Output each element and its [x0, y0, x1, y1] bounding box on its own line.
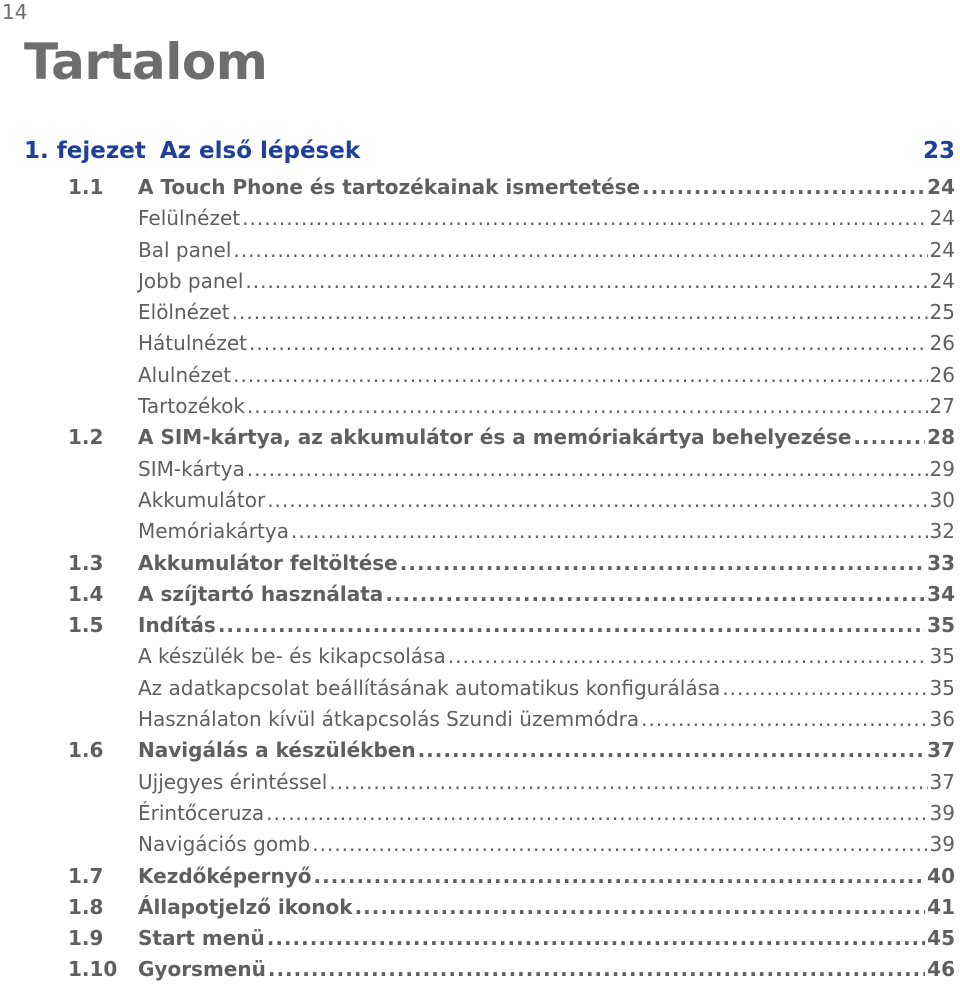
page-number: 14 — [2, 0, 28, 24]
toc-entry-page: 24 — [929, 268, 955, 293]
toc-entry-title: Navigációs gomb — [138, 832, 311, 857]
toc-entry-number: 1.8 — [68, 894, 104, 919]
toc-entry-page: 34 — [927, 581, 955, 606]
toc-entry-title: Állapotjelző ikonok — [138, 894, 353, 919]
toc-entry-title: Indítás — [138, 613, 216, 638]
toc-entry-title: Hátulnézet — [138, 331, 247, 356]
dot-leader — [245, 266, 927, 297]
toc-entry-number: 1.6 — [68, 738, 104, 763]
toc-section-row[interactable] — [24, 422, 955, 453]
toc-section-row[interactable] — [24, 954, 955, 985]
toc-subsection-row[interactable] — [24, 673, 955, 704]
toc-entry-page: 35 — [927, 613, 955, 638]
toc-entry-number: 1.10 — [68, 957, 118, 982]
dot-leader — [355, 892, 926, 923]
toc-subsection-row[interactable] — [24, 203, 955, 234]
toc-entry-title: Felülnézet — [138, 206, 241, 231]
toc-subsection-row[interactable] — [24, 829, 955, 860]
toc-section-row[interactable] — [24, 861, 955, 892]
toc-entry-number: 1.5 — [68, 613, 104, 638]
dot-leader — [233, 235, 927, 266]
toc-entry-page: 45 — [927, 926, 955, 951]
toc-entry-title: Tartozékok — [138, 394, 245, 419]
toc-entry-page: 29 — [929, 456, 955, 481]
toc-entry-title: A készülék be- és kikapcsolása — [138, 644, 446, 669]
toc-entry-title: Bal panel — [138, 237, 232, 262]
toc-entry-page: 24 — [929, 237, 955, 262]
toc-entry-page: 39 — [929, 832, 955, 857]
dot-leader — [218, 610, 925, 641]
dot-leader — [448, 641, 928, 672]
dot-leader — [385, 579, 925, 610]
toc-entry-title: Navigálás a készülékben — [138, 738, 416, 763]
toc-entry-title: Kezdőképernyő — [138, 863, 312, 888]
toc-subsection-row[interactable] — [24, 767, 955, 798]
toc-subsection-row[interactable] — [24, 485, 955, 516]
toc-subsection-row[interactable] — [24, 454, 955, 485]
dot-leader — [242, 203, 927, 234]
toc-entry-title: SIM-kártya — [138, 456, 245, 481]
toc-subsection-row[interactable] — [24, 235, 955, 266]
toc-entry-page: 25 — [929, 300, 955, 325]
dot-leader — [722, 673, 927, 704]
toc-section-row[interactable] — [24, 923, 955, 954]
toc-entry-page: 24 — [927, 175, 955, 199]
toc-entry-page: 26 — [929, 362, 955, 387]
toc-entry-title: Ujjegyes érintéssel — [138, 769, 328, 794]
toc-entry-title: Gyorsmenü — [138, 957, 266, 982]
toc-entry-title: Start menü — [138, 926, 265, 951]
toc-entry-number: 1.1 — [68, 175, 104, 199]
toc-subsection-row[interactable] — [24, 798, 955, 829]
toc-entry-page: 35 — [929, 675, 955, 700]
toc-entry-page: 46 — [927, 957, 955, 982]
toc-entry-page: 32 — [929, 519, 955, 544]
dot-leader — [233, 360, 927, 391]
toc-entry-number: 1.3 — [68, 550, 104, 575]
toc-entry-page: 26 — [929, 331, 955, 356]
dot-leader — [249, 328, 928, 359]
dot-leader — [232, 297, 928, 328]
dot-leader — [247, 454, 928, 485]
toc-entry-title: Használaton kívül átkapcsolás Szundi üzemmódra — [138, 707, 640, 732]
dot-leader — [268, 954, 925, 985]
toc-section-row[interactable] — [24, 892, 955, 923]
toc-entry-number: 1.2 — [68, 425, 104, 450]
dot-leader — [267, 485, 927, 516]
toc-subsection-row[interactable] — [24, 360, 955, 391]
page-title: Tartalom — [24, 33, 268, 91]
dot-leader — [291, 516, 928, 547]
toc-subsection-row[interactable] — [24, 704, 955, 735]
toc-section-row[interactable] — [24, 735, 955, 766]
toc-entry-page: 40 — [927, 863, 955, 888]
dot-leader — [641, 704, 927, 735]
toc-entry-number: 1.9 — [68, 926, 104, 951]
toc-subsection-row[interactable] — [24, 516, 955, 547]
toc-entry-page: 27 — [929, 394, 955, 419]
dot-leader — [329, 767, 927, 798]
toc-entry-title: Elölnézet — [138, 300, 230, 325]
toc-subsection-row[interactable] — [24, 328, 955, 359]
chapter-page: 23 — [922, 138, 955, 164]
dot-leader — [400, 548, 925, 579]
chapter-title: Az első lépések — [159, 138, 361, 164]
toc-entry-title: Akkumulátor feltöltése — [138, 550, 398, 575]
toc-entry-title: A SIM-kártya, az akkumulátor és a memóriakártya behelyezése — [138, 425, 852, 450]
dot-leader — [247, 391, 928, 422]
toc-entry-title: Jobb panel — [138, 268, 244, 293]
toc-entry-page: 30 — [929, 487, 955, 512]
toc-entry-title: Alulnézet — [138, 362, 232, 387]
toc-entry-page: 35 — [929, 644, 955, 669]
toc-section-row[interactable] — [24, 610, 955, 641]
toc-entry-title: Az adatkapcsolat beállításának automatikus konfigurálása — [138, 675, 721, 700]
toc-subsection-row[interactable] — [24, 297, 955, 328]
table-of-contents — [24, 138, 955, 986]
toc-entry-title: A szíjtartó használata — [138, 581, 384, 606]
toc-entry-title: Érintőceruza — [138, 800, 265, 825]
dot-leader — [267, 923, 925, 954]
dot-leader — [642, 172, 925, 203]
dot-leader — [266, 798, 927, 829]
toc-entry-title: Akkumulátor — [138, 487, 266, 512]
dot-leader — [314, 861, 926, 892]
toc-section-row[interactable] — [24, 548, 955, 579]
toc-entry-page: 28 — [927, 425, 955, 450]
toc-entry-number: 1.7 — [68, 863, 104, 888]
toc-entry-page: 37 — [927, 738, 955, 763]
toc-entry-number: 1.4 — [68, 581, 104, 606]
toc-entry-page: 37 — [929, 769, 955, 794]
toc-entry-page: 41 — [927, 894, 955, 919]
toc-entry-title: Memóriakártya — [138, 519, 289, 544]
toc-subsection-row[interactable] — [24, 641, 955, 672]
chapter-heading[interactable] — [24, 138, 955, 172]
toc-entry-title: A Touch Phone és tartozékainak ismertetése — [138, 175, 641, 199]
dot-leader — [853, 422, 925, 453]
toc-entry-page: 39 — [929, 800, 955, 825]
dot-leader — [418, 735, 926, 766]
toc-subsection-row[interactable] — [24, 266, 955, 297]
toc-section-row[interactable] — [24, 172, 955, 203]
toc-entries — [24, 172, 955, 986]
toc-entry-page: 24 — [929, 206, 955, 231]
toc-entry-page: 33 — [927, 550, 955, 575]
chapter-label: 1. fejezet — [24, 138, 146, 164]
dot-leader — [312, 829, 927, 860]
toc-subsection-row[interactable] — [24, 391, 955, 422]
toc-section-row[interactable] — [24, 579, 955, 610]
toc-entry-page: 36 — [929, 707, 955, 732]
